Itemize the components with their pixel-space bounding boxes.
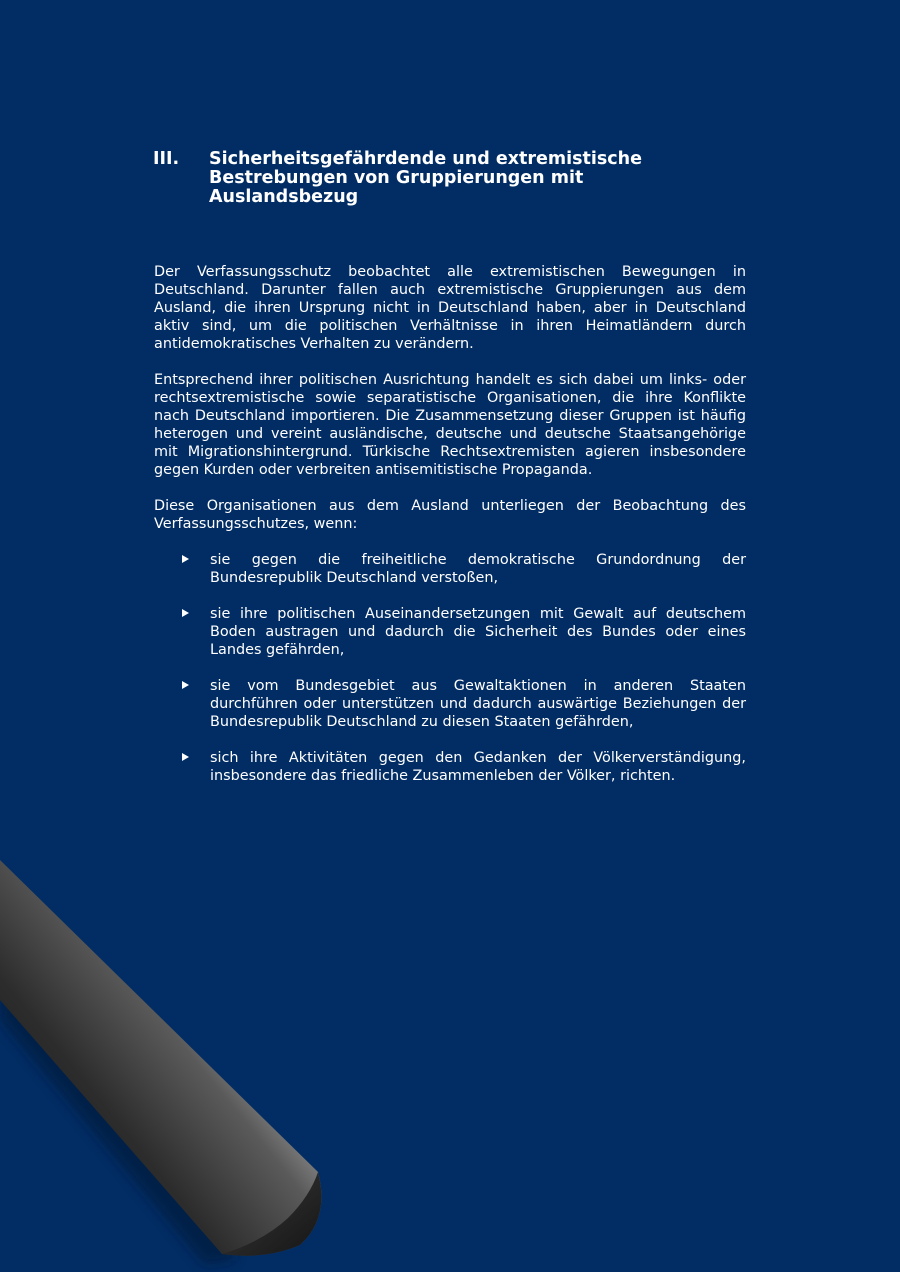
triangle-bullet-icon (182, 753, 189, 761)
list-item (154, 677, 746, 731)
section-number: III. (153, 149, 180, 169)
section-heading (153, 150, 713, 207)
paragraph: Diese Organisationen aus dem Ausland unterliegen der Beobachtung des Verfassungsschutzes, wenn: (154, 498, 746, 532)
paragraph: Der Verfassungsschutz beobachtet alle extremistischen Bewegungen in Deutschland. Darunter fallen auch extremistische Gruppierungen aus dem Ausland, die ihren Ursprung nicht in Deutschland haben, aber in Deutschland aktiv sind, um die politischen Verhältnisse in ihren Heimatländern durch antidemokratisches Verhalten zu verändern. (154, 264, 746, 352)
list-item-text: sich ihre Aktivitäten gegen den Gedanken der Völkerverständigung, insbesondere das friedliche Zusammenleben der Völker, richten. (210, 750, 746, 784)
paragraph: Entsprechend ihrer politischen Ausrichtung handelt es sich dabei um links- oder rechtsextremistische sowie separatistische Organisationen, die ihre Konflikte nach Deutschland importieren. Die Zusammensetzung dieser Gruppen ist häufig heterogen und vereint ausländische, deutsche und deutsche Staatsangehörige mit Migrationshintergrund. Türkische Rechtsextremisten agieren insbesondere gegen Kurden oder verbreiten antisemitistische Propaganda. (154, 372, 746, 478)
body-text (154, 263, 746, 803)
list-item-text: sie gegen die freiheitliche demokratische Grundordnung der Bundesrepublik Deutschland verstoßen, (210, 552, 746, 586)
triangle-bullet-icon (182, 555, 189, 563)
list-item-text: sie vom Bundesgebiet aus Gewaltaktionen in anderen Staaten durchführen oder unterstützen und dadurch auswärtige Beziehungen der Bundesrepublik Deutschland zu diesen Staaten gefährden, (210, 678, 746, 730)
condition-list (154, 551, 746, 785)
list-item (154, 605, 746, 659)
page-curl-decoration (0, 850, 330, 1272)
triangle-bullet-icon (182, 681, 189, 689)
triangle-bullet-icon (182, 609, 189, 617)
list-item (154, 551, 746, 587)
list-item (154, 749, 746, 785)
list-item-text: sie ihre politischen Auseinandersetzungen mit Gewalt auf deutschem Boden austragen und dadurch die Sicherheit des Bundes oder eines Landes gefährden, (210, 606, 746, 658)
section-title: Sicherheitsgefährdende und extremistische Bestrebungen von Gruppierungen mit Auslandsbezug (209, 149, 642, 207)
